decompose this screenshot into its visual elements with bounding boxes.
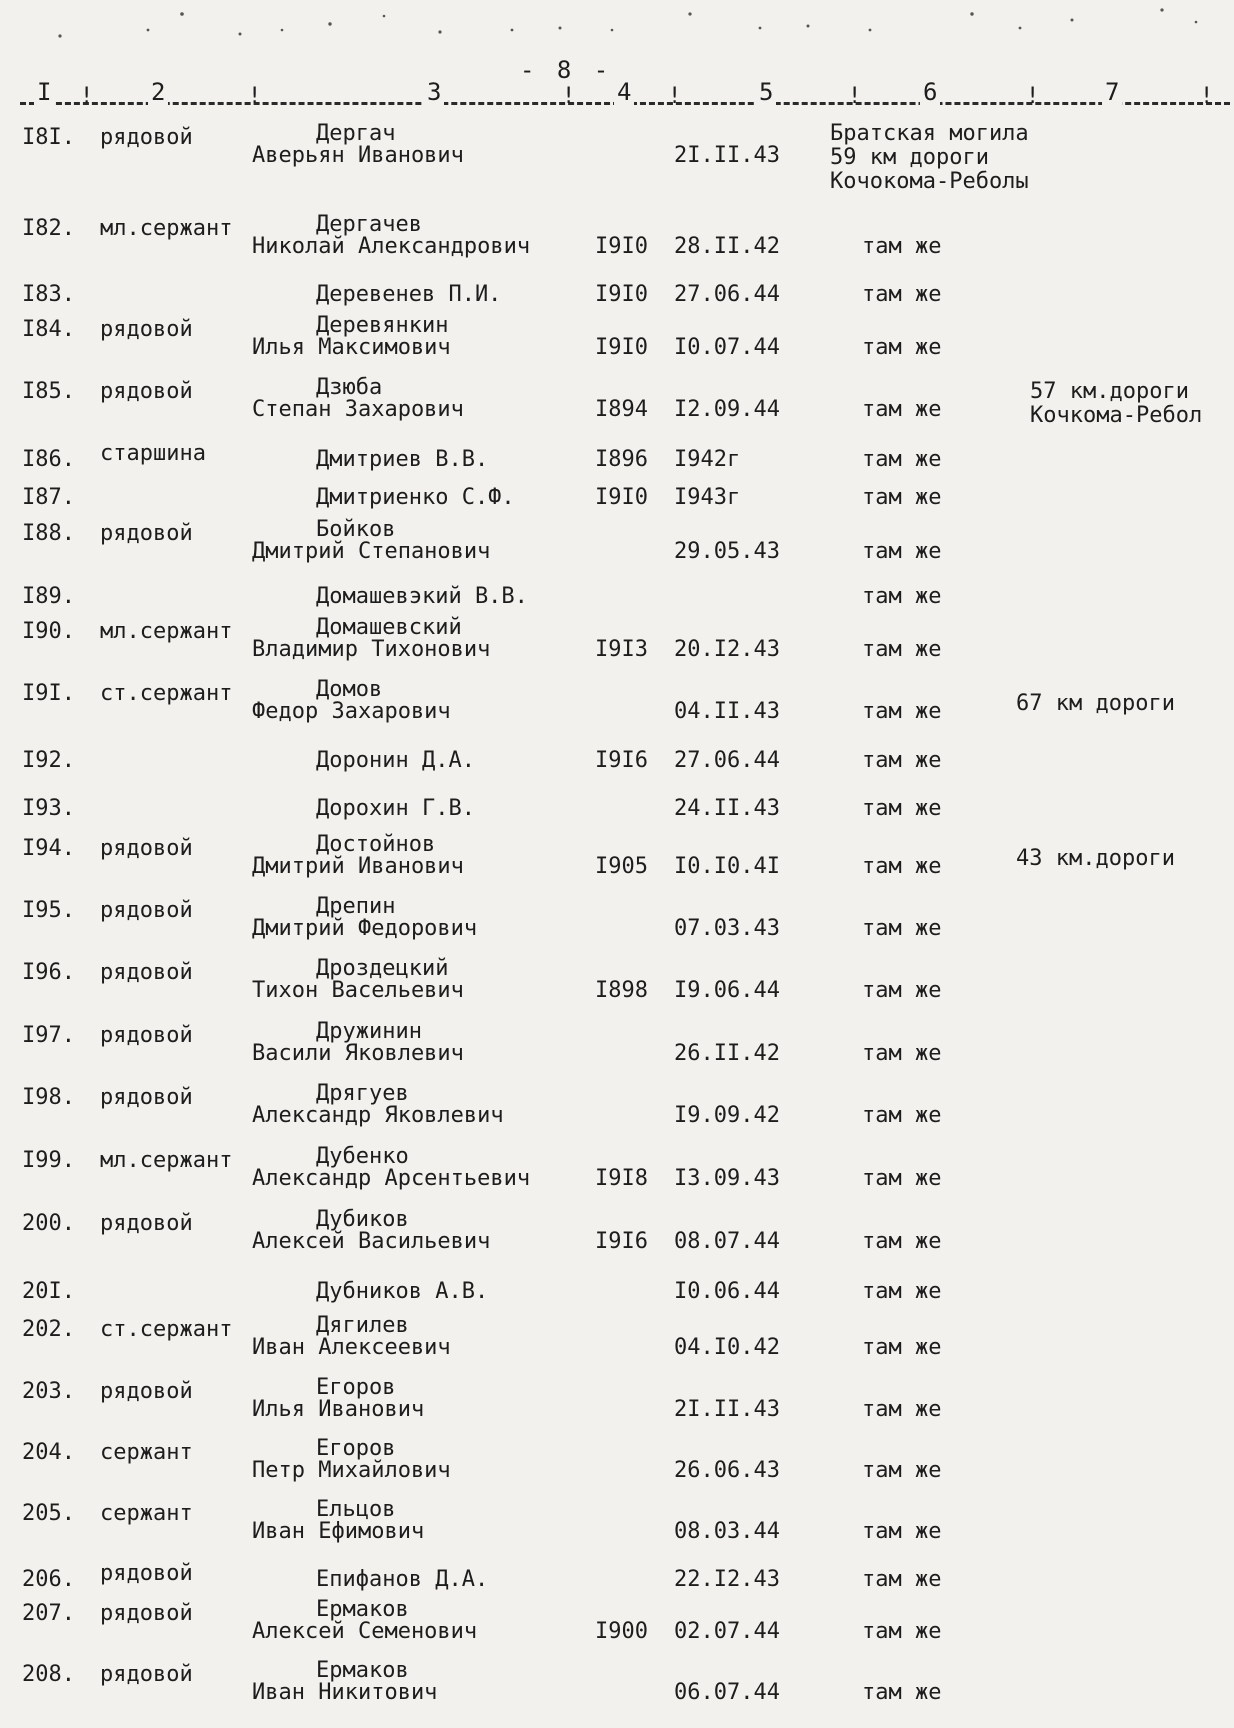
military-rank: рядовой — [100, 1211, 193, 1236]
burial-place: там же — [862, 1335, 942, 1360]
birth-year: I898 — [595, 978, 648, 1003]
record-number: I82. — [22, 216, 75, 241]
surname-initials: Деревенев П.И. — [316, 282, 502, 307]
birth-year: I9I8 — [595, 1166, 648, 1191]
birth-year: I900 — [595, 1619, 648, 1644]
note: 67 км дороги — [1016, 691, 1175, 716]
full-name: Петр Михайлович — [252, 1458, 451, 1483]
military-rank: рядовой — [100, 379, 193, 404]
military-rank: рядовой — [100, 317, 193, 342]
surname: Дрепин — [316, 894, 396, 919]
burial-place: там же — [862, 916, 942, 941]
burial-place: там же — [862, 748, 942, 773]
birth-year: I896 — [595, 447, 648, 472]
surname: Дубенко — [316, 1144, 409, 1169]
military-rank: рядовой — [100, 898, 193, 923]
note: 43 км.дороги — [1016, 846, 1175, 871]
surname-initials: Доронин Д.А. — [316, 748, 475, 773]
burial-place: там же — [862, 1103, 942, 1128]
surname: Дягилев — [316, 1313, 409, 1338]
military-rank: рядовой — [100, 125, 193, 150]
burial-place: там же — [862, 1397, 942, 1422]
full-name: Алексей Семенович — [252, 1619, 478, 1644]
military-rank: рядовой — [100, 1085, 193, 1110]
full-name: Александр Арсентьевич — [252, 1166, 531, 1191]
burial-place: там же — [862, 1041, 942, 1066]
surname-initials: Епифанов Д.А. — [316, 1567, 489, 1592]
surname-initials: Домашевэкий В.В. — [316, 584, 528, 609]
record-number: I93. — [22, 796, 75, 821]
column-separator: ! — [1026, 84, 1040, 109]
death-date: 29.05.43 — [674, 539, 780, 564]
military-rank: мл.сержант — [100, 216, 233, 241]
record-number: 204. — [22, 1440, 75, 1465]
burial-place: там же — [862, 397, 942, 422]
record-number: I92. — [22, 748, 75, 773]
military-rank: ст.сержант — [100, 681, 233, 706]
column-separator: ! — [1200, 84, 1214, 109]
birth-year: I9I6 — [595, 1229, 648, 1254]
surname: Ермаков — [316, 1597, 409, 1622]
record-number: I88. — [22, 521, 75, 546]
record-number: I8I. — [22, 125, 75, 150]
military-rank: рядовой — [100, 1023, 193, 1048]
surname: Домов — [316, 677, 383, 702]
birth-year: I9I3 — [595, 637, 648, 662]
record-number: I84. — [22, 317, 75, 342]
record-number: 203. — [22, 1379, 75, 1404]
death-date: I0.06.44 — [674, 1279, 780, 1304]
surname-initials: Дмитриев В.В. — [316, 447, 489, 472]
note: Кочкома-Ребол — [1030, 403, 1203, 428]
death-date: 08.07.44 — [674, 1229, 780, 1254]
record-number: I85. — [22, 379, 75, 404]
record-number: I95. — [22, 898, 75, 923]
record-number: I86. — [22, 447, 75, 472]
record-number: I99. — [22, 1148, 75, 1173]
column-header — [20, 78, 1230, 114]
record-number: I9I. — [22, 681, 75, 706]
surname-initials: Дубников А.В. — [316, 1279, 489, 1304]
death-date: 04.I0.42 — [674, 1335, 780, 1360]
full-name: Илья Иванович — [252, 1397, 425, 1422]
record-number: I98. — [22, 1085, 75, 1110]
surname: Дергачев — [316, 212, 422, 237]
burial-place: там же — [862, 978, 942, 1003]
death-date: 24.II.43 — [674, 796, 780, 821]
surname: Егоров — [316, 1375, 396, 1400]
surname: Дубиков — [316, 1207, 409, 1232]
military-rank: сержант — [100, 1440, 193, 1465]
record-number: 20I. — [22, 1279, 75, 1304]
death-date: 07.03.43 — [674, 916, 780, 941]
burial-place: Братская могила — [830, 121, 1029, 146]
burial-place: там же — [862, 485, 942, 510]
full-name: Иван Алексеевич — [252, 1335, 451, 1360]
birth-year: I9I0 — [595, 485, 648, 510]
military-rank: рядовой — [100, 1662, 193, 1687]
column-number-4: 4 — [614, 78, 634, 106]
column-number-3: 3 — [424, 78, 444, 106]
birth-year: I9I0 — [595, 282, 648, 307]
column-number-7: 7 — [1102, 78, 1122, 106]
burial-place: там же — [862, 584, 942, 609]
column-separator: ! — [80, 84, 94, 109]
record-number: I97. — [22, 1023, 75, 1048]
death-date: I0.07.44 — [674, 335, 780, 360]
full-name: Васили Яковлевич — [252, 1041, 464, 1066]
full-name: Дмитрий Иванович — [252, 854, 464, 879]
burial-place: там же — [862, 1680, 942, 1705]
burial-place: там же — [862, 1619, 942, 1644]
death-date: 04.II.43 — [674, 699, 780, 724]
burial-place: там же — [862, 1458, 942, 1483]
burial-place: там же — [862, 1166, 942, 1191]
column-separator: ! — [248, 84, 262, 109]
full-name: Иван Ефимович — [252, 1519, 425, 1544]
surname: Дроздецкий — [316, 956, 449, 981]
full-name: Николай Александрович — [252, 234, 531, 259]
military-rank: рядовой — [100, 1561, 193, 1586]
surname-initials: Дмитриенко С.Ф. — [316, 485, 515, 510]
burial-place: там же — [862, 234, 942, 259]
death-date: 20.I2.43 — [674, 637, 780, 662]
burial-place: там же — [862, 1519, 942, 1544]
record-number: 206. — [22, 1567, 75, 1592]
scan-specks — [0, 0, 1234, 60]
military-rank: старшина — [100, 441, 206, 466]
birth-year: I905 — [595, 854, 648, 879]
surname: Достойнов — [316, 832, 436, 857]
record-number: 208. — [22, 1662, 75, 1687]
column-number-5: 5 — [756, 78, 776, 106]
death-date: 22.I2.43 — [674, 1567, 780, 1592]
surname-initials: Дорохин Г.В. — [316, 796, 475, 821]
burial-place: там же — [862, 539, 942, 564]
death-date: 2I.II.43 — [674, 1397, 780, 1422]
surname: Деревянкин — [316, 313, 449, 338]
burial-place: там же — [862, 335, 942, 360]
burial-place: там же — [862, 637, 942, 662]
full-name: Степан Захарович — [252, 397, 464, 422]
column-number-1: I — [34, 78, 54, 106]
burial-place: там же — [862, 854, 942, 879]
military-rank: мл.сержант — [100, 1148, 233, 1173]
death-date: I9.09.42 — [674, 1103, 780, 1128]
death-date: 26.II.42 — [674, 1041, 780, 1066]
burial-place: Кочокома-Реболы — [830, 169, 1029, 194]
death-date: I943г — [674, 485, 741, 510]
surname: Ермаков — [316, 1658, 409, 1683]
full-name: Владимир Тихонович — [252, 637, 491, 662]
death-date: I2.09.44 — [674, 397, 780, 422]
burial-place: там же — [862, 1229, 942, 1254]
record-number: 207. — [22, 1601, 75, 1626]
surname: Ельцов — [316, 1497, 396, 1522]
burial-place: там же — [862, 447, 942, 472]
full-name: Александр Яковлевич — [252, 1103, 504, 1128]
death-date: I3.09.43 — [674, 1166, 780, 1191]
burial-place: там же — [862, 1567, 942, 1592]
record-number: 205. — [22, 1501, 75, 1526]
military-rank: ст.сержант — [100, 1317, 233, 1342]
death-date: I9.06.44 — [674, 978, 780, 1003]
burial-place: там же — [862, 1279, 942, 1304]
note: 57 км.дороги — [1030, 379, 1189, 404]
page-number: - 8 - — [520, 56, 613, 84]
full-name: Иван Никитович — [252, 1680, 438, 1705]
full-name: Дмитрий Федорович — [252, 916, 478, 941]
death-date: I0.I0.4I — [674, 854, 780, 879]
surname: Бойков — [316, 517, 396, 542]
military-rank: рядовой — [100, 521, 193, 546]
burial-place: там же — [862, 699, 942, 724]
record-number: I83. — [22, 282, 75, 307]
burial-place: там же — [862, 282, 942, 307]
surname: Егоров — [316, 1436, 396, 1461]
birth-year: I9I6 — [595, 748, 648, 773]
record-number: 200. — [22, 1211, 75, 1236]
record-number: I89. — [22, 584, 75, 609]
death-date: 26.06.43 — [674, 1458, 780, 1483]
surname: Дзюба — [316, 375, 383, 400]
record-number: I96. — [22, 960, 75, 985]
surname: Дрягуев — [316, 1081, 409, 1106]
burial-place: 59 км дороги — [830, 145, 989, 170]
birth-year: I9I0 — [595, 234, 648, 259]
column-number-2: 2 — [148, 78, 168, 106]
military-rank: рядовой — [100, 1379, 193, 1404]
death-date: 2I.II.43 — [674, 143, 780, 168]
column-separator: ! — [562, 84, 576, 109]
record-number: I87. — [22, 485, 75, 510]
military-rank: мл.сержант — [100, 619, 233, 644]
death-date: 02.07.44 — [674, 1619, 780, 1644]
full-name: Дмитрий Степанович — [252, 539, 491, 564]
record-number: I94. — [22, 836, 75, 861]
death-date: 06.07.44 — [674, 1680, 780, 1705]
full-name: Тихон Васельевич — [252, 978, 464, 1003]
full-name: Алексей Васильевич — [252, 1229, 491, 1254]
full-name: Федор Захарович — [252, 699, 451, 724]
full-name: Аверьян Иванович — [252, 143, 464, 168]
death-date: 08.03.44 — [674, 1519, 780, 1544]
record-number: I90. — [22, 619, 75, 644]
military-rank: рядовой — [100, 960, 193, 985]
military-rank: рядовой — [100, 1601, 193, 1626]
column-separator: ! — [848, 84, 862, 109]
death-date: 28.II.42 — [674, 234, 780, 259]
death-date: I942г — [674, 447, 741, 472]
surname: Дружинин — [316, 1019, 422, 1044]
birth-year: I894 — [595, 397, 648, 422]
military-rank: сержант — [100, 1501, 193, 1526]
full-name: Илья Максимович — [252, 335, 451, 360]
surname: Домашевский — [316, 615, 462, 640]
column-separator: ! — [668, 84, 682, 109]
record-number: 202. — [22, 1317, 75, 1342]
death-date: 27.06.44 — [674, 282, 780, 307]
surname: Дергач — [316, 121, 396, 146]
military-rank: рядовой — [100, 836, 193, 861]
birth-year: I9I0 — [595, 335, 648, 360]
column-number-6: 6 — [920, 78, 940, 106]
burial-place: там же — [862, 796, 942, 821]
death-date: 27.06.44 — [674, 748, 780, 773]
